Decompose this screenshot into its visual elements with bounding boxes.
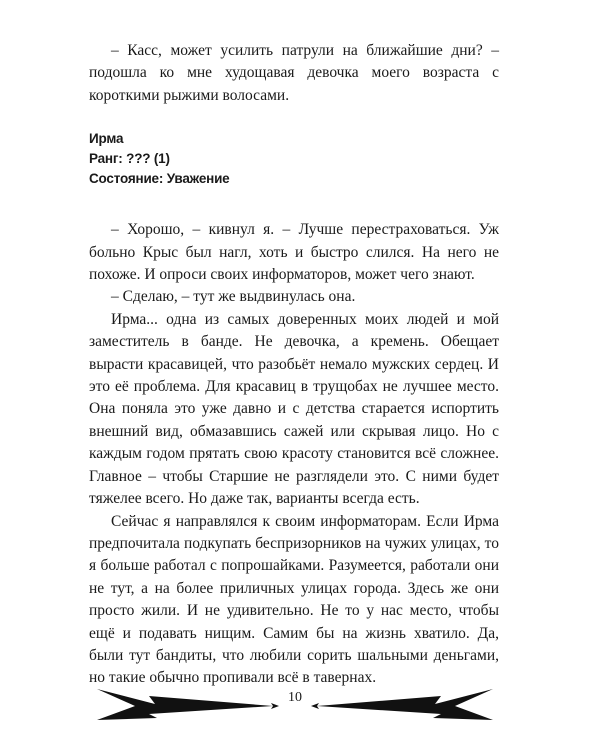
paragraph-dialog-2: – Хорошо, – кивнул я. – Лучше перестраховаться. Уж больно Крыс был нагл, хоть и быстро слился. На него не похоже. И опроси своих информаторов, может чего знают. — [89, 221, 499, 284]
paragraph-dialog-3: – Сделаю, – тут же выдвинулась она. — [111, 288, 356, 306]
paragraph-irma: Ирма... одна из самых доверенных моих людей и мой заместитель в банде. Не девочка, а кремень. Обещает вырасти красавицей, что разобьёт немало мужских сердец. И это её проблема. Для красавиц в трущобах не лучшее место. Она поняла это уже давно и с детства старается испортить внешний вид, обмазавшись сажей или скрывая лицо. Но с каждым годом прятать свою красоту становится всё сложнее. Главное – чтобы Старшие не разглядели это. С ними будет тяжелее всего. Но даже так, варианты всегда есть. — [89, 310, 499, 508]
status-state: Состояние: Уважение — [89, 171, 230, 187]
status-name: Ирма — [89, 131, 124, 147]
page-body — [89, 40, 499, 690]
page-number: 10 — [288, 690, 302, 705]
page-footer — [95, 684, 495, 724]
paragraph-informants: Сейчас я направлялся к своим информаторам. Если Ирма предпочитала подкупать беспризорников на чужих улицах, то я больше работал с попрошайками. Разумеется, работали они не тут, а на более приличных улицах города. Здесь же они просто жили. И не удивительно. Не то у нас место, чтобы ещё и подавать нищим. Самим бы на жизнь хватило. Да, были тут бандиты, что любили сорить шальными деньгами, но такие обычно пропивали всё в тавернах. — [89, 512, 499, 687]
paragraph-dialog-1: – Касс, может усилить патрули на ближайшие дни? – подошла ко мне худощавая девочка моего возраста с короткими рыжими волосами. — [89, 42, 499, 104]
status-rank: Ранг: ??? (1) — [89, 151, 170, 167]
status-box — [89, 129, 499, 189]
